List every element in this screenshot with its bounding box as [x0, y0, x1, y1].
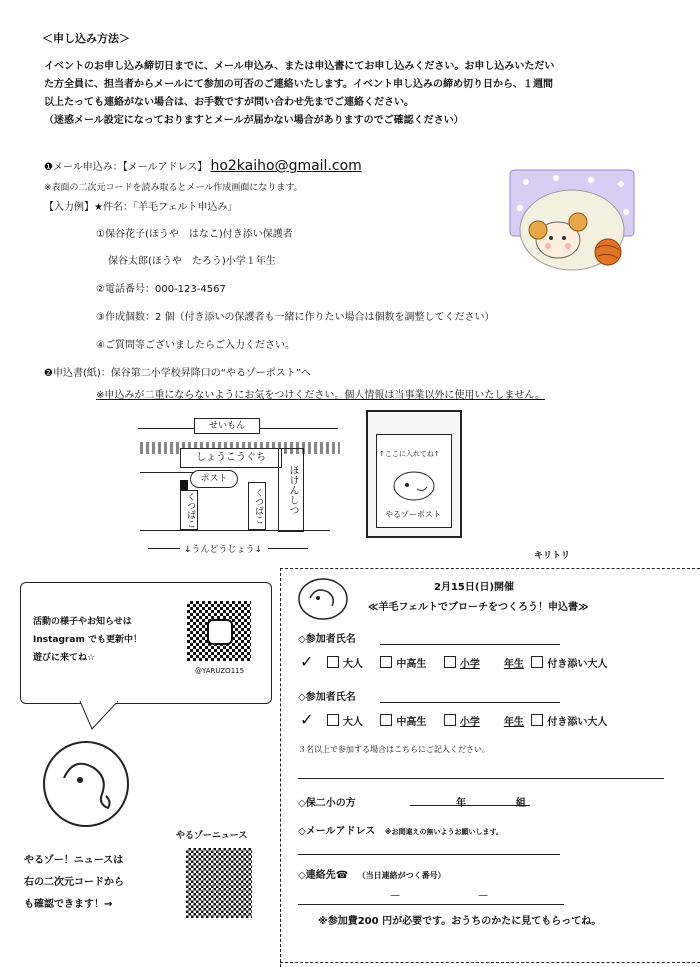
intro-line: （迷惑メール設定になっておりますとメールが届かない場合がありますのでご確認ください）	[44, 115, 464, 126]
undojo-label: ↓うんどうじょう↓	[184, 545, 263, 555]
option-label: 中高生	[396, 717, 427, 728]
instagram-icon	[207, 619, 233, 645]
contact-dash: —	[390, 890, 400, 901]
participant-name-input[interactable]	[380, 644, 560, 645]
school-year: 年	[456, 798, 466, 809]
instagram-line: Instagram でも更新中！	[33, 635, 142, 645]
news-message	[24, 850, 124, 916]
cut-line-left	[280, 568, 281, 967]
form-date: 2月15日(日)開催	[434, 582, 515, 593]
option-label: 付き添い大人	[547, 717, 608, 728]
postbox	[366, 410, 462, 538]
mail-label: ◇メールアドレス	[298, 826, 376, 837]
option-label: 大人	[342, 659, 363, 670]
option-adult[interactable]	[327, 717, 363, 728]
participant-name-label: ◇参加者氏名	[298, 634, 356, 645]
form-title: ≪羊毛フェルトでブローチをつくろう！申込書≫	[368, 602, 589, 613]
example-line: ④ご質問等ございましたらご入力ください。	[96, 340, 295, 351]
email-label: ❶メール申込み：【メールアドレス】	[44, 162, 208, 173]
mail-note: ※お間違えの無いようお願いします。	[384, 828, 503, 836]
participant-name-input[interactable]	[380, 702, 560, 703]
kutsubako-right: くつばこ	[248, 482, 266, 530]
news-qr-code[interactable]	[186, 848, 252, 918]
email-row	[44, 158, 362, 174]
example-label: 【入力例】★件名：「羊毛フェルト申込み」	[44, 202, 238, 213]
checkbox[interactable]	[380, 656, 392, 668]
participant-options	[300, 710, 607, 729]
option-label: 大人	[342, 717, 363, 728]
option-label: 年生	[503, 659, 524, 670]
news-title: やるゾーニュース	[176, 831, 248, 841]
instagram-message	[33, 613, 142, 667]
checkbox[interactable]	[444, 656, 456, 668]
option-label: 小学	[459, 659, 480, 670]
option-teen[interactable]	[380, 659, 426, 670]
school-class: 組	[516, 798, 526, 809]
contact-label: ◇連絡先☎	[298, 870, 349, 881]
post-marker	[180, 480, 188, 490]
news-line: 右の二次元コードから	[24, 877, 124, 888]
sheep-doodle-icon	[391, 469, 437, 503]
news-line: やるゾー！ニュースは	[24, 855, 124, 866]
option-elementary[interactable]	[444, 659, 524, 670]
example-line: ①保谷花子(ほうや はなこ)付き添い保護者	[96, 229, 293, 240]
map-line	[140, 530, 330, 531]
intro-line: 以上たっても連絡がない場合は、お手数ですが問い合わせ先までご連絡ください。	[44, 97, 414, 108]
cut-line-top	[280, 568, 700, 569]
instagram-line: 遊びに来てね☆	[33, 653, 96, 663]
paper-label: ❷申込書(紙)：保谷第二小学校昇降口の“やるゾーポスト”へ	[44, 368, 311, 379]
instagram-line: 活動の様子やお知らせは	[33, 617, 132, 627]
form-elephant-icon	[296, 576, 350, 622]
instagram-bubble	[20, 582, 272, 704]
option-adult[interactable]	[327, 659, 363, 670]
post-label: ポスト	[190, 470, 238, 488]
elephant-logo	[40, 738, 136, 830]
postbox-name: やるゾーポスト	[385, 510, 441, 519]
participant-options	[300, 652, 607, 671]
intro-line: イベントのお申し込み締切日までに、メール申込み、または申込書にてお申し込みください。お申し込みいただい	[44, 61, 555, 72]
checkbox[interactable]	[327, 714, 339, 726]
shokoguchi-label: しょうこうぐち	[180, 448, 282, 468]
postbox-face	[376, 434, 452, 528]
instagram-qr-code[interactable]	[187, 601, 251, 661]
contact-row	[298, 866, 446, 881]
option-escort[interactable]	[531, 717, 607, 728]
option-teen[interactable]	[380, 717, 426, 728]
checkbox[interactable]	[531, 714, 543, 726]
mail-row	[298, 822, 503, 837]
participant-name-label: ◇参加者氏名	[298, 692, 356, 703]
option-label: 年生	[503, 717, 524, 728]
intro-text	[44, 58, 554, 130]
check-mark: ✓	[300, 710, 314, 729]
sheep-illustration	[496, 168, 646, 278]
more-participants-note: ３名以上で参加する場合はこちらにご記入ください。	[298, 745, 490, 754]
option-label: 小学	[459, 717, 480, 728]
qr-note: ※表面の二次元コードを読み取るとメール作成画面になります。	[44, 183, 303, 193]
seimon-label: せいもん	[194, 418, 260, 434]
checkbox[interactable]	[327, 656, 339, 668]
method-heading: ＜申し込み方法＞	[42, 32, 130, 45]
checkbox[interactable]	[444, 714, 456, 726]
paper-note: ※申込みが二重にならないようにお気をつけください。個人情報は当事業以外に使用いたしません。	[96, 390, 545, 401]
check-mark: ✓	[300, 652, 314, 671]
cut-label: キリトリ	[534, 551, 571, 561]
postbox-slot-text: ↑ここに入れてね↑	[379, 450, 440, 458]
contact-input[interactable]	[298, 904, 564, 905]
example-line: 保谷太郎(ほうや たろう)小学１年生	[108, 256, 276, 267]
option-elementary[interactable]	[444, 717, 524, 728]
school-label: ◇保二小の方	[298, 798, 356, 809]
hokenshitsu-label: ほけんしつ	[278, 448, 304, 532]
cut-line-bottom	[280, 962, 700, 963]
checkbox[interactable]	[531, 656, 543, 668]
news-line: も確認できます！→	[24, 899, 113, 910]
map-line	[268, 548, 308, 549]
kutsubako-left: くつばこ	[180, 490, 198, 530]
intro-line: た方全員に、担当者からメールにて参加の可否のご連絡いたします。イベント申し込みの締め切り日から、１週間	[44, 79, 553, 90]
bubble-tail	[70, 701, 130, 731]
mail-input[interactable]	[298, 854, 560, 855]
example-line: ②電話番号：000-123-4567	[96, 284, 226, 295]
option-escort[interactable]	[531, 659, 607, 670]
option-label: 付き添い大人	[547, 659, 608, 670]
more-participants-input[interactable]	[298, 778, 664, 779]
example-line: ③作成個数：2 個（付き添いの保護者も一緒に作りたい場合は個数を調整してください）	[96, 312, 495, 323]
contact-note: （当日連絡がつく番号）	[357, 871, 446, 880]
map-line	[148, 548, 180, 549]
email-address-link[interactable]: ho2kaiho@gmail.com	[210, 158, 362, 174]
instagram-handle: @YARUZO115	[195, 667, 245, 675]
option-label: 中高生	[396, 659, 427, 670]
checkbox[interactable]	[380, 714, 392, 726]
fee-note: ※参加費200 円が必要です。おうちのかたに見てもらってね。	[318, 916, 602, 927]
school-year-class-input[interactable]	[410, 794, 530, 809]
contact-dash: —	[478, 890, 488, 901]
